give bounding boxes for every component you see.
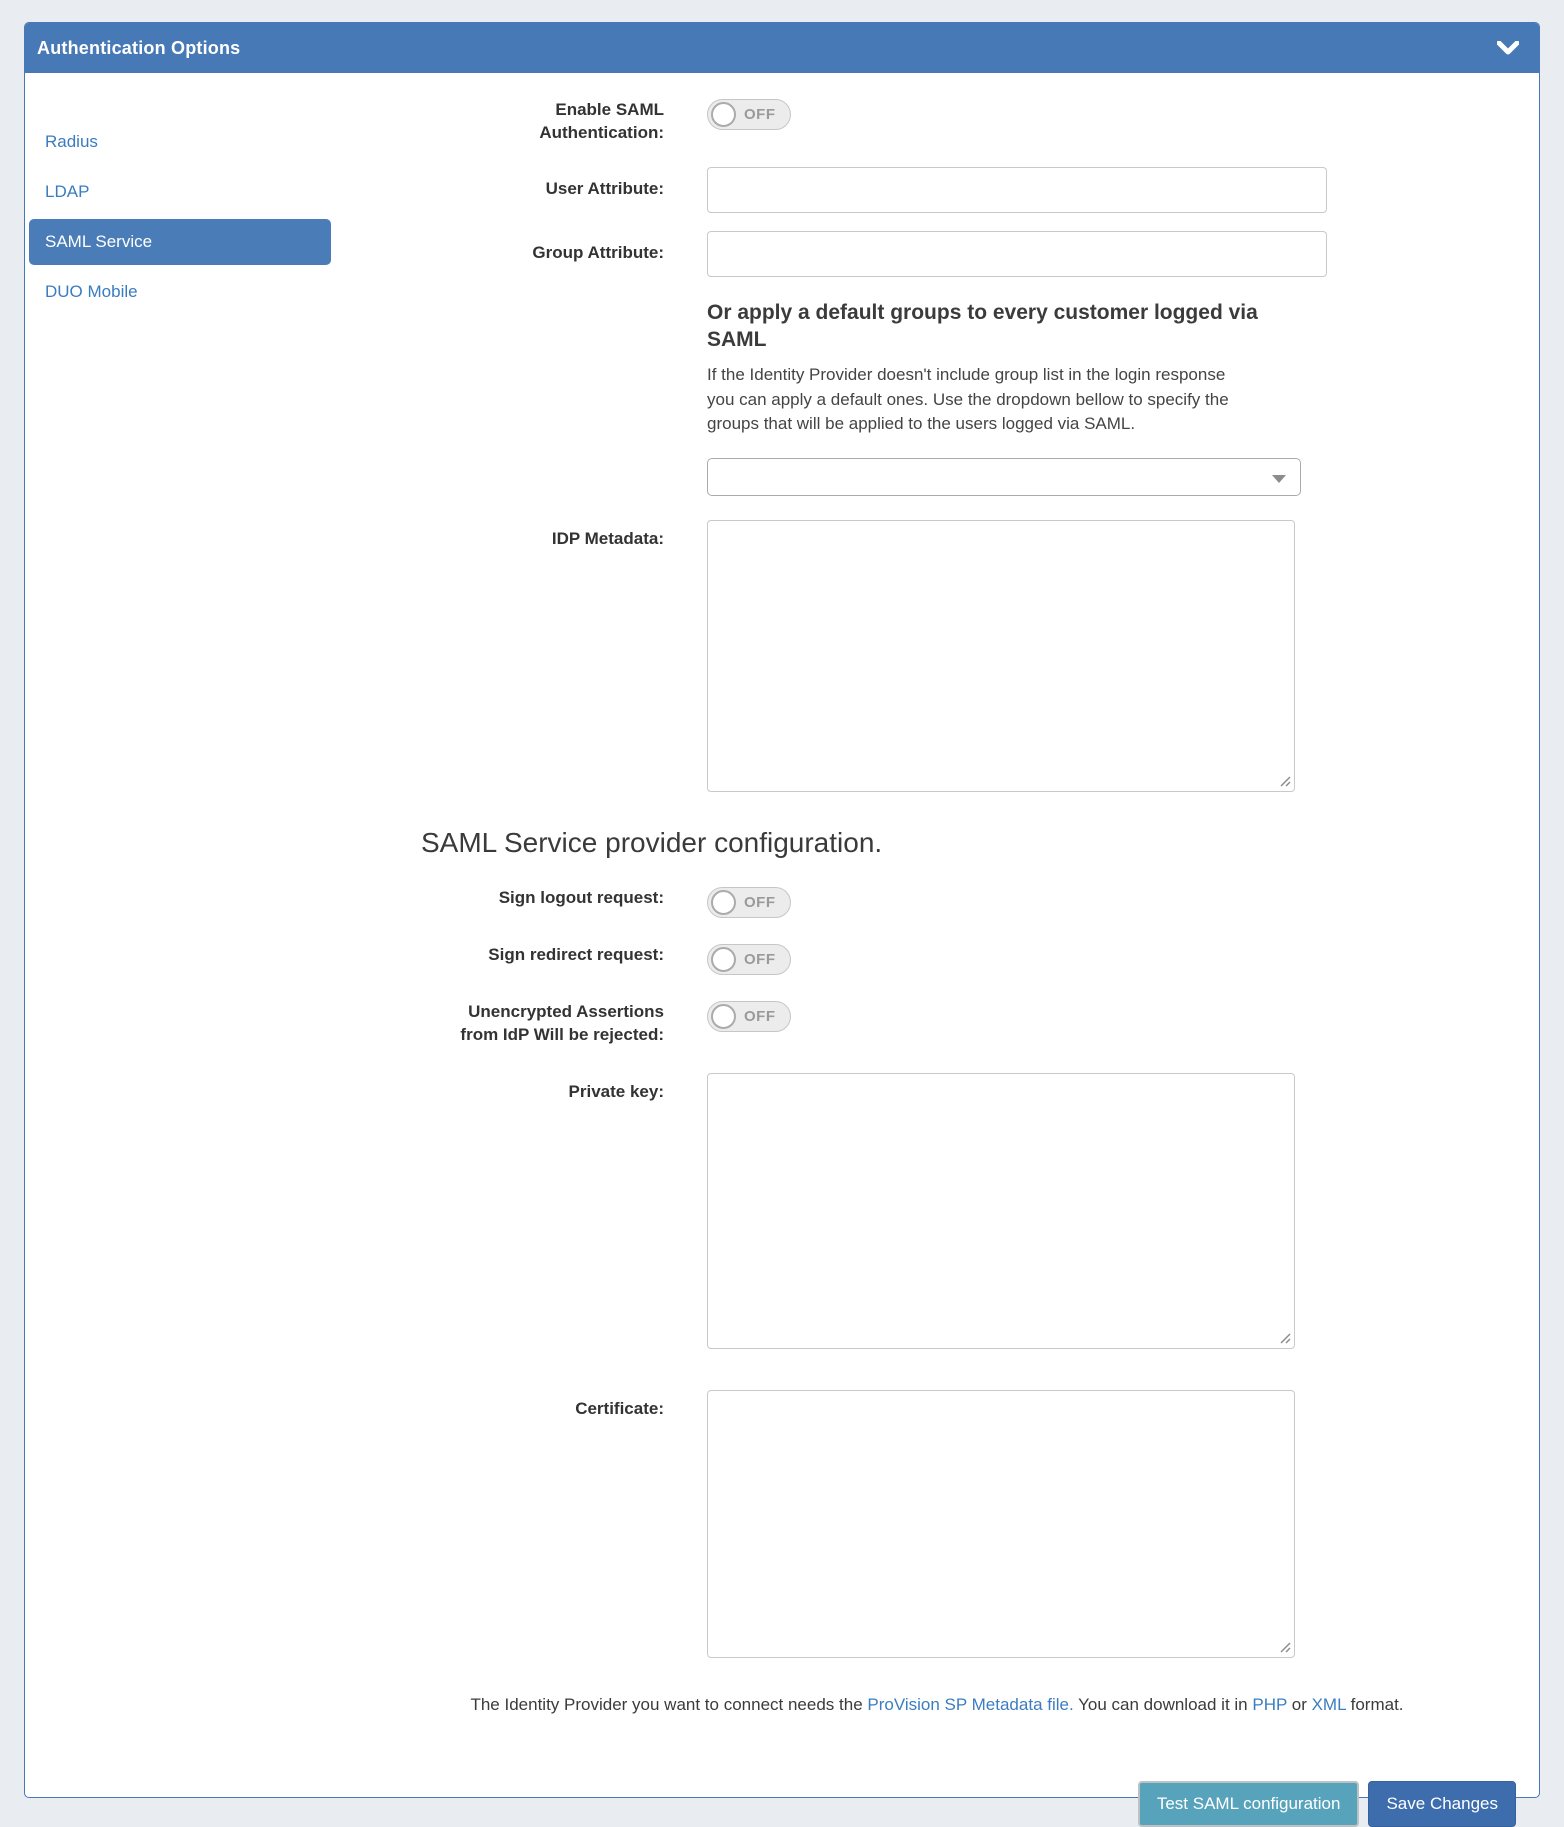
xml-format-link[interactable]: XML	[1311, 1694, 1346, 1714]
group-attribute-label: Group Attribute:	[532, 243, 664, 263]
sign-logout-label: Sign logout request:	[498, 887, 664, 907]
toggle-state-label: OFF	[744, 950, 776, 968]
sp-metadata-link[interactable]: ProVision SP Metadata file.	[867, 1694, 1074, 1714]
sign-redirect-label: Sign redirect request:	[488, 944, 664, 964]
enable-saml-toggle[interactable]	[707, 99, 791, 130]
sidebar-item-radius[interactable]: Radius	[45, 132, 98, 151]
private-key-label: Private key:	[568, 1081, 664, 1101]
toggle-knob	[711, 947, 736, 972]
idp-metadata-textarea[interactable]	[707, 520, 1295, 792]
toggle-knob	[711, 890, 736, 915]
chevron-down-icon[interactable]	[1497, 41, 1519, 55]
sidebar-item-ldap[interactable]: LDAP	[45, 182, 90, 201]
panel-title: Authentication Options	[37, 37, 241, 58]
note-text: You can download it in	[1073, 1694, 1253, 1714]
test-saml-configuration-button[interactable]: Test SAML configuration	[1138, 1781, 1360, 1827]
saml-settings-form	[335, 99, 1539, 1735]
save-changes-button[interactable]: Save Changes	[1368, 1781, 1516, 1827]
default-groups-description: If the Identity Provider doesn't include group list in the login response you can apply a default ones. Use the dropdown bellow to specify the groups that will be applied to the users logged via SAML.	[707, 365, 1229, 433]
certificate-textarea[interactable]	[707, 1390, 1295, 1658]
idp-metadata-label: IDP Metadata:	[551, 528, 664, 548]
sp-metadata-note	[335, 1695, 1539, 1715]
note-text: or	[1287, 1694, 1312, 1714]
default-groups-dropdown[interactable]	[707, 458, 1301, 496]
user-attribute-input[interactable]	[707, 167, 1327, 213]
toggle-knob	[711, 1004, 736, 1029]
panel-header	[25, 23, 1539, 73]
unencrypted-assertions-toggle[interactable]	[707, 1001, 791, 1032]
php-format-link[interactable]: PHP	[1252, 1694, 1288, 1714]
sign-redirect-toggle[interactable]	[707, 944, 791, 975]
panel-body	[25, 73, 1539, 1735]
sidebar	[25, 99, 335, 1735]
toggle-knob	[711, 102, 736, 127]
toggle-state-label: OFF	[744, 893, 776, 911]
unencrypted-assertions-label: Unencrypted Assertions from IdP Will be rejected:	[460, 1001, 664, 1044]
sidebar-item-saml-service[interactable]: SAML Service	[29, 219, 331, 265]
authentication-options-panel	[24, 22, 1540, 1813]
user-attribute-label: User Attribute:	[545, 179, 664, 199]
toggle-state-label: OFF	[744, 1007, 776, 1025]
certificate-label: Certificate:	[575, 1398, 664, 1418]
toggle-state-label: OFF	[744, 106, 776, 123]
private-key-textarea[interactable]	[707, 1073, 1295, 1349]
sp-configuration-heading: SAML Service provider configuration.	[421, 826, 883, 858]
sign-logout-toggle[interactable]	[707, 887, 791, 918]
default-groups-heading: Or apply a default groups to every customer logged via SAML	[707, 300, 1258, 352]
group-attribute-input[interactable]	[707, 231, 1327, 277]
sidebar-item-duo-mobile[interactable]: DUO Mobile	[45, 282, 138, 301]
note-text: The Identity Provider you want to connect needs the	[470, 1694, 868, 1714]
note-text: format.	[1345, 1694, 1404, 1714]
caret-down-icon	[1272, 475, 1286, 483]
enable-saml-label: Enable SAML Authentication:	[539, 100, 664, 142]
